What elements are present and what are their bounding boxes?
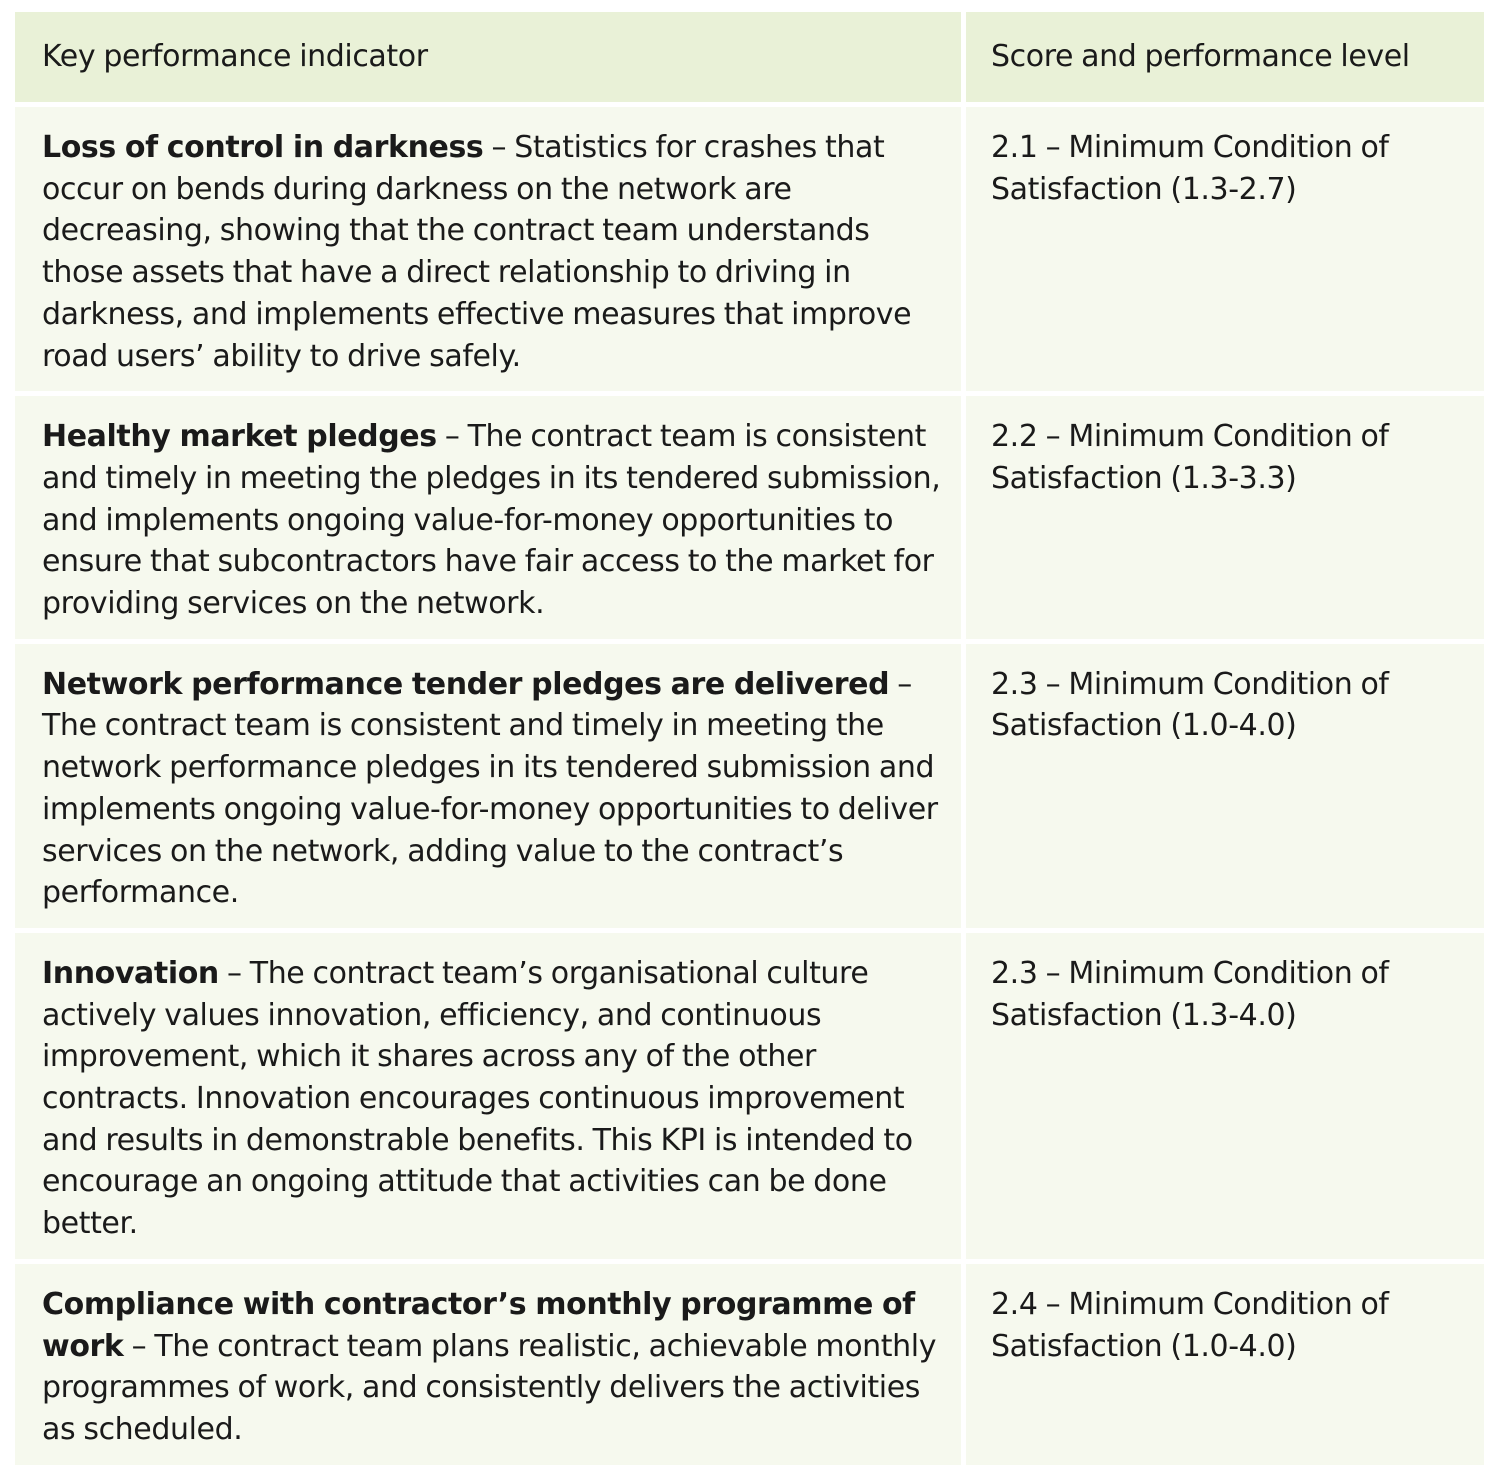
indicator-cell <box>15 1259 966 1465</box>
kpi-title: Compliance with contractor’s monthly programme of work <box>42 1286 915 1364</box>
table-row <box>15 639 1484 928</box>
indicator-cell <box>15 102 966 391</box>
kpi-description: – The contract team is consistent and timely in meeting the network performance pledges in its tendered submission and implements ongoing value-for-money opportunities to deliver services on the network, adding value to the contract’s performance. <box>42 666 938 911</box>
header-row <box>15 12 1484 102</box>
kpi-title: Innovation <box>42 955 219 991</box>
kpi-title: Network performance tender pledges are delivered <box>42 666 890 702</box>
table-row <box>15 928 1484 1259</box>
kpi-description: – Statistics for crashes that occur on bends during darkness on the network are decreasing, showing that the contract team understands those assets that have a direct relationship to driving in darkness, and implements effective measures that improve road users’ ability to drive safely. <box>42 130 912 374</box>
score-cell: 2.2 – Minimum Condition of Satisfaction (1.3-3.3) <box>966 391 1484 639</box>
score-cell: 2.4 – Minimum Condition of Satisfaction (1.0-4.0) <box>966 1259 1484 1465</box>
header-indicator: Key performance indicator <box>15 12 966 102</box>
kpi-description: – The contract team’s organisational culture actively values innovation, efficiency, and continuous improvement, which it shares across any of the other contracts. Innovation encourages continuous improvement and results in demonstrable benefits. This KPI is intended to encourage an ongoing attitude that activities can be done better. <box>42 955 913 1242</box>
kpi-title: Loss of control in darkness <box>42 130 484 165</box>
indicator-cell <box>15 391 966 639</box>
table-row <box>15 391 1484 639</box>
kpi-description: – The contract team is consistent and timely in meeting the pledges in its tendered submission, and implements ongoing value-for-money opportunities to ensure that subcontractors have fair access to the market for providing services on the network. <box>42 419 941 622</box>
kpi-table <box>15 12 1484 1465</box>
kpi-description: – The contract team plans realistic, achievable monthly programmes of work, and consistently delivers the activities as scheduled. <box>42 1328 937 1447</box>
indicator-cell <box>15 928 966 1259</box>
score-cell: 2.1 – Minimum Condition of Satisfaction (1.3-2.7) <box>966 102 1484 391</box>
table-row <box>15 1259 1484 1465</box>
header-score: Score and performance level <box>966 12 1484 102</box>
kpi-title: Healthy market pledges <box>42 419 437 455</box>
table-row <box>15 102 1484 391</box>
indicator-cell <box>15 639 966 928</box>
score-cell: 2.3 – Minimum Condition of Satisfaction (1.3-4.0) <box>966 928 1484 1259</box>
score-cell: 2.3 – Minimum Condition of Satisfaction (1.0-4.0) <box>966 639 1484 928</box>
